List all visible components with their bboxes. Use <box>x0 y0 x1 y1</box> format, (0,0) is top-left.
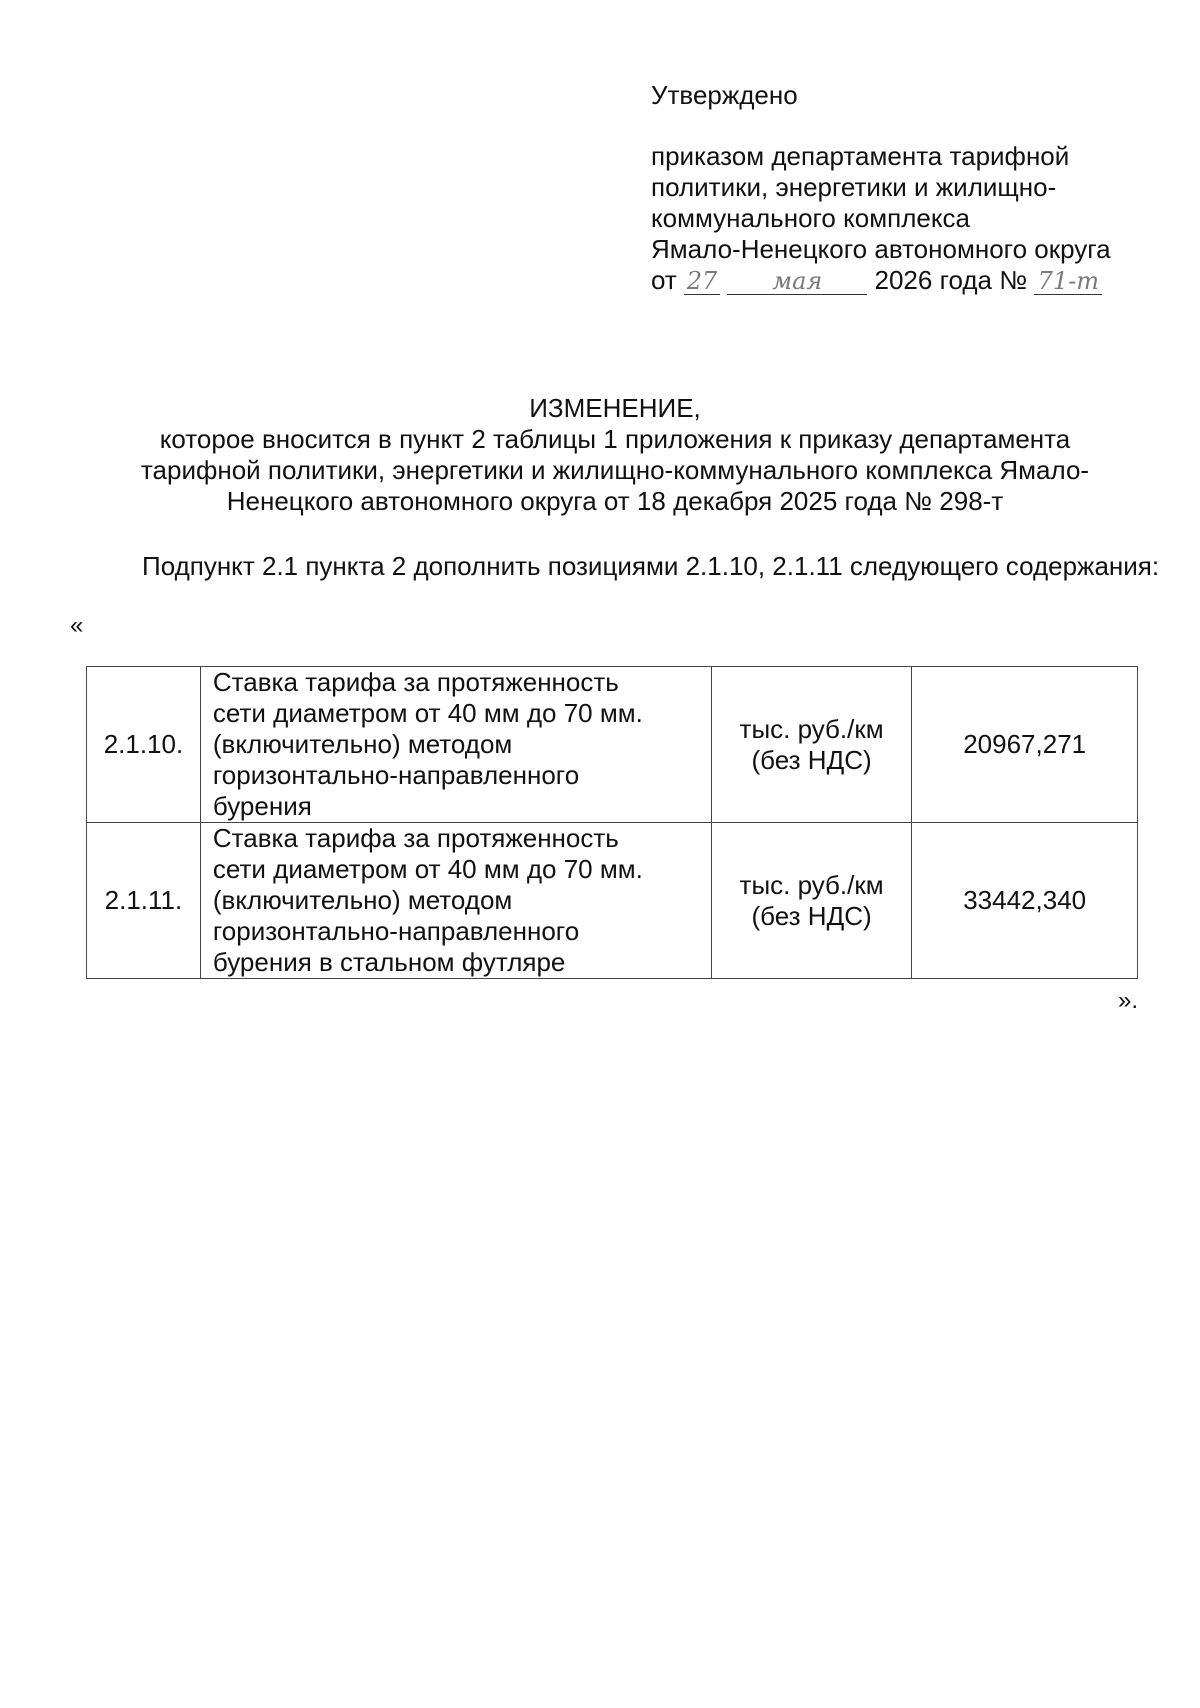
row-value: 33442,340 <box>912 823 1138 979</box>
approval-block <box>651 80 1171 296</box>
table-row <box>87 667 1138 823</box>
document-subtitle-line: тарифной политики, энергетики и жилищно-коммунального комплекса Ямало- <box>140 455 1090 485</box>
description-line: (включительно) методом <box>212 729 513 759</box>
description-line: сети диаметром от 40 мм до 70 мм. <box>212 698 643 728</box>
row-number: 2.1.10. <box>87 667 201 823</box>
row-number: 2.1.11. <box>87 823 201 979</box>
tariff-table <box>86 666 1138 979</box>
document-subtitle-line: которое вносится в пункт 2 таблицы 1 приложения к приказу департамента <box>159 424 1071 454</box>
body-paragraph: Подпункт 2.1 пункта 2 дополнить позициями 2.1.10, 2.1.11 следующего содержания: <box>142 551 1160 581</box>
handwritten-day: 27 <box>684 268 720 295</box>
description-line: сети диаметром от 40 мм до 70 мм. <box>212 854 643 884</box>
year-text: 2026 года № <box>874 265 1028 295</box>
row-description <box>200 823 711 979</box>
approval-line: коммунального комплекса <box>651 203 970 233</box>
approval-line: политики, энергетики и жилищно- <box>651 172 1057 202</box>
row-unit <box>711 667 912 823</box>
handwritten-order-number: 71-т <box>1034 268 1102 295</box>
document-heading <box>70 393 1160 517</box>
row-unit <box>711 823 912 979</box>
table-row <box>87 823 1138 979</box>
description-line: бурения <box>212 791 312 821</box>
handwritten-month: мая <box>727 268 867 295</box>
approval-line: Ямало-Ненецкого автономного округа <box>651 234 1111 264</box>
approved-label: Утверждено <box>651 80 798 110</box>
unit-line: (без НДС) <box>751 744 872 775</box>
unit-line: тыс. руб./км <box>739 869 884 900</box>
row-value: 20967,271 <box>912 667 1138 823</box>
document-title: ИЗМЕНЕНИЕ, <box>529 393 701 423</box>
description-line: Ставка тарифа за протяженность <box>212 823 619 853</box>
unit-line: тыс. руб./км <box>739 713 884 744</box>
row-description <box>200 667 711 823</box>
date-prefix: от <box>651 265 677 295</box>
description-line: (включительно) методом <box>212 885 513 915</box>
description-line: горизонтально-направленного <box>212 916 580 946</box>
approval-line: приказом департамента тарифной <box>651 141 1070 171</box>
unit-line: (без НДС) <box>751 900 872 931</box>
approval-date-line <box>651 265 1171 296</box>
description-line: бурения в стальном футляре <box>212 947 566 977</box>
document-subtitle-line: Ненецкого автономного округа от 18 декабря 2025 года № 298-т <box>226 486 1004 516</box>
description-line: горизонтально-направленного <box>212 760 580 790</box>
closing-quote: ». <box>1118 987 1139 1014</box>
opening-quote: « <box>70 612 84 639</box>
description-line: Ставка тарифа за протяженность <box>212 667 619 697</box>
